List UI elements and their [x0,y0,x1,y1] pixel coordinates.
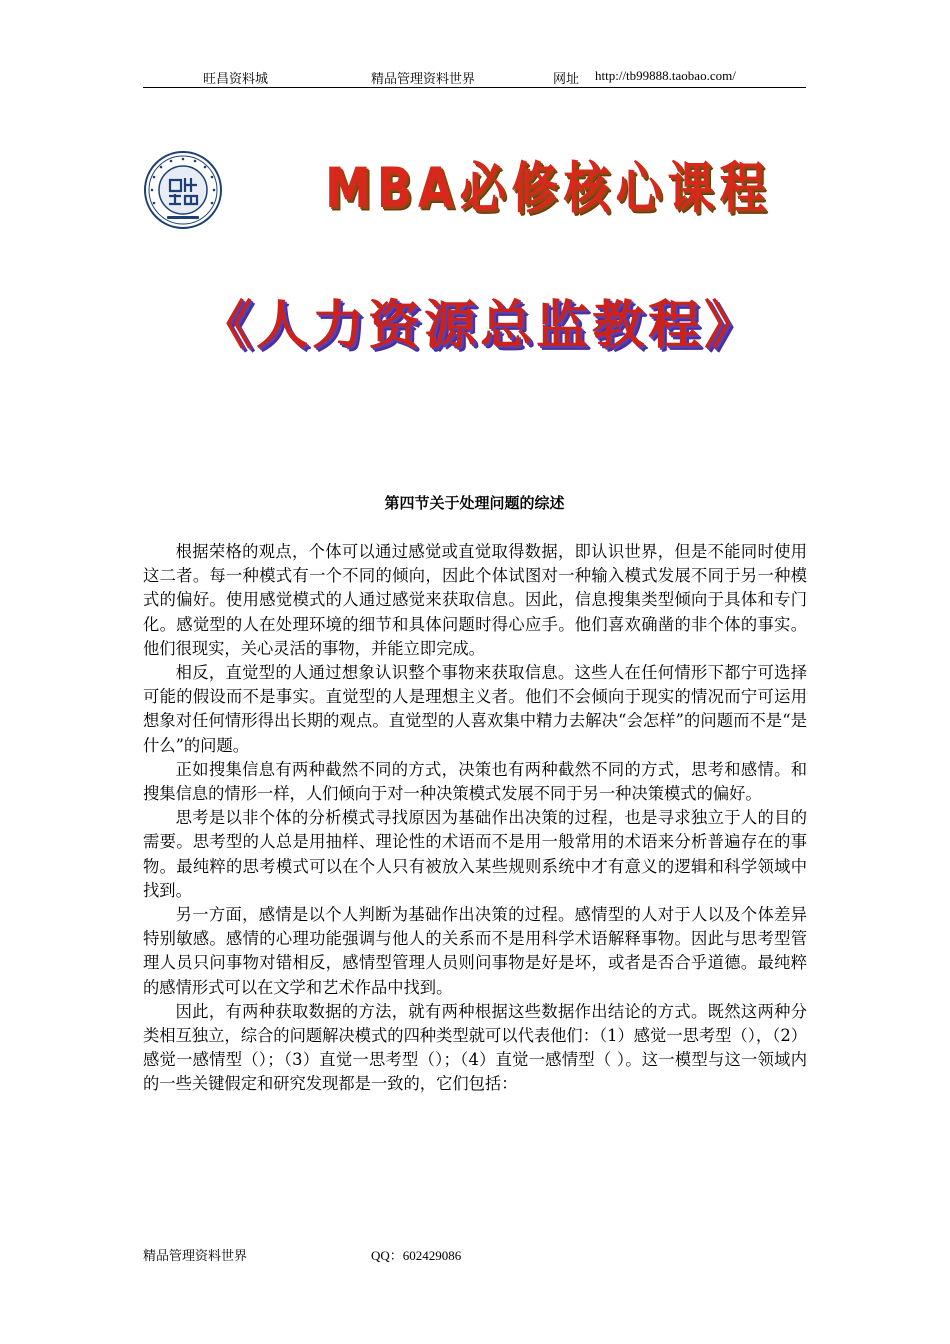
paragraph: 正如搜集信息有两种截然不同的方式，决策也有两种截然不同的方式，思考和感情。和搜集信息的情形一样，人们倾向于对一种决策模式发展不同于另一种决策模式的偏好。 [143,759,807,804]
paragraph: 另一方面，感情是以个人判断为基础作出决策的过程。感情型的人对于人以及个体差异特别敏感。感情的心理功能强调与他人的关系而不是用科学术语解释事物。因此与思考型管理人员只问事物对错相反，感情型管理人员则问事物是好是坏，或者是否合乎道德。最纯粹的感情形式可以在文学和艺术作品中找到。 [143,905,807,997]
footer-qq: QQ：602429086 [371,1248,462,1263]
header-world-name: 精品管理资料世界 [371,71,476,86]
book-title: 《人力资源总监教程》 [200,295,761,356]
body-text [143,540,807,1097]
header-url-label: 网址 [553,71,580,86]
seal-logo [143,150,223,230]
page-footer [143,1245,806,1265]
paragraph: 相反，直觉型的人通过想象认识整个事物来获取信息。这些人在任何情形下都宁可选择可能的假设而不是事实。直觉型的人是理想主义者。他们不会倾向于现实的情况而宁可运用想象对任何情形得出长期的观点。直觉型的人喜欢集中精力去解决“会怎样”的问题而不是“是什么”的问题。 [143,663,807,755]
header-url[interactable]: http://tb99888.taobao.com/ [595,68,736,83]
page-header [143,62,806,86]
section-heading: 第四节关于处理问题的综述 [384,494,565,512]
footer-world-name: 精品管理资料世界 [143,1248,248,1263]
paragraph: 因此，有两种获取数据的方法，就有两种根据这些数据作出结论的方式。既然这两种分类相互独立，综合的问题解决模式的四种类型就可以代表他们：（1）感觉一思考型（），（2）感觉一感情型（）；（3）直觉一思考型（）；（4）直觉一感情型（ ）。这一模型与这一领域内的一些关键假定和研究发现都是一致的，它们包括： [143,1001,807,1094]
header-divider [143,87,806,88]
header-shop-name: 旺昌资料城 [203,71,269,86]
paragraph: 根据荣格的观点，个体可以通过感觉或直觉取得数据，即认识世界，但是不能同时使用这二者。每一种模式有一个不同的倾向，因此个体试图对一种输入模式发展不同于另一种模式的偏好。使用感觉模式的人通过感觉来获取信息。因此，信息搜集类型倾向于具体和专门化。感觉型的人在处理环境的细节和具体问题时得心应手。他们喜欢确凿的非个体的事实。他们很现实，关心灵活的事物，并能立即完成。 [143,542,807,658]
paragraph: 思考是以非个体的分析模式寻找原因为基础作出决策的过程，也是寻求独立于人的目的需要。思考型的人总是用抽样、理论性的术语而不是用一般常用的术语来分析普遍存在的事物。最纯粹的思考模式可以在个人只有被放入某些规则系统中才有意义的逻辑和科学领域中找到。 [143,808,807,900]
course-banner-title: MBA必修核心课程 [325,155,772,220]
